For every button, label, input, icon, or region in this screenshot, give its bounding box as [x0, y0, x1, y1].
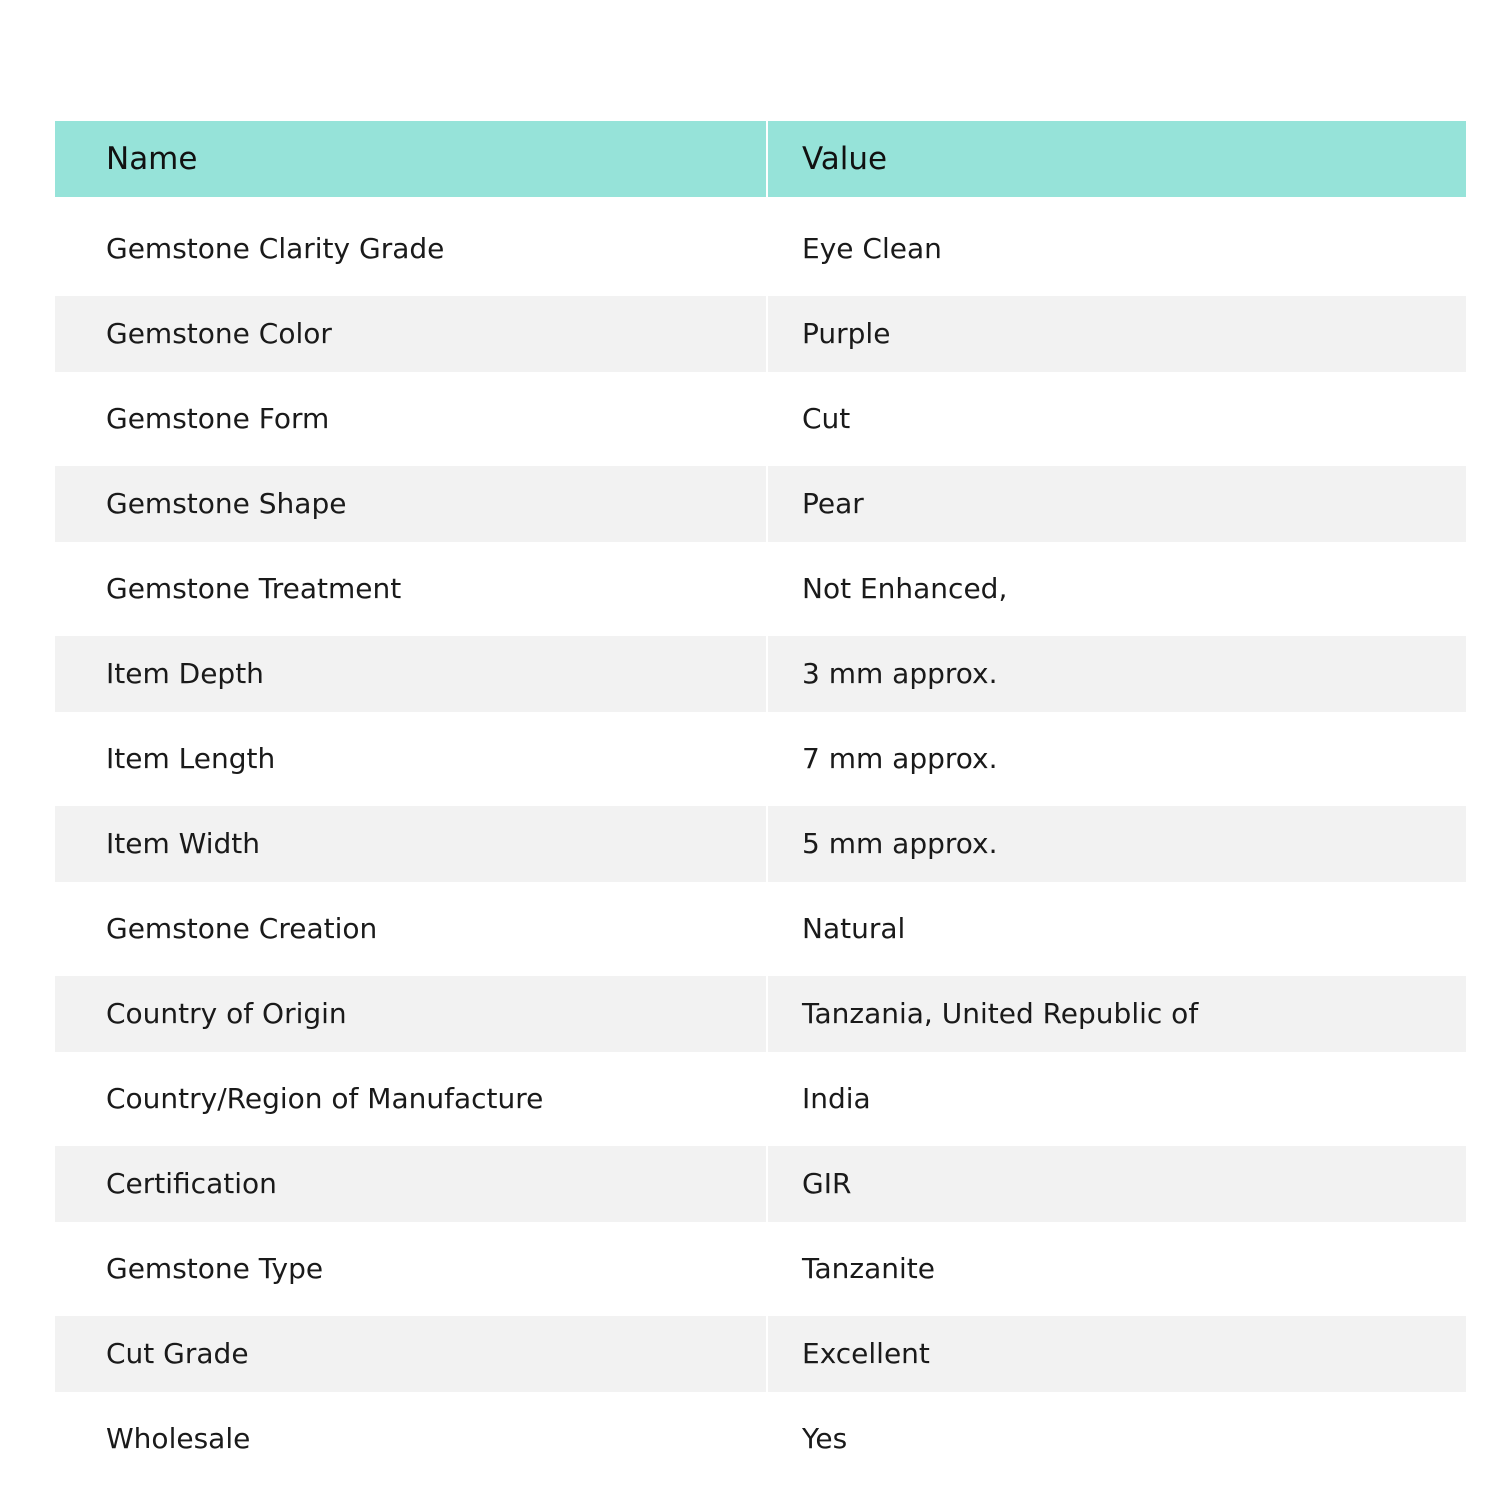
row-value-cell: Natural [768, 886, 1466, 971]
row-value-cell: Eye Clean [768, 206, 1466, 291]
row-name-cell: Gemstone Creation [55, 886, 766, 971]
row-value-cell: Excellent [768, 1316, 1466, 1392]
row-value-cell: Pear [768, 466, 1466, 542]
row-value-cell: Yes [768, 1396, 1466, 1481]
table-row [55, 971, 1466, 1056]
row-value-cell: India [768, 1056, 1466, 1141]
spec-table [55, 121, 1466, 1481]
table-row [55, 1056, 1466, 1141]
row-name-cell: Country/Region of Manufacture [55, 1056, 766, 1141]
table-row [55, 376, 1466, 461]
table-row [55, 206, 1466, 291]
row-name-cell: Country of Origin [55, 976, 766, 1052]
table-row [55, 716, 1466, 801]
table-row [55, 291, 1466, 376]
row-name-cell: Item Width [55, 806, 766, 882]
table-row [55, 546, 1466, 631]
header-value-cell: Value [768, 121, 1466, 197]
row-value-cell: 3 mm approx. [768, 636, 1466, 712]
row-name-cell: Certification [55, 1146, 766, 1222]
row-value-cell: Cut [768, 376, 1466, 461]
row-name-cell: Item Length [55, 716, 766, 801]
row-value-cell: 7 mm approx. [768, 716, 1466, 801]
table-row [55, 1311, 1466, 1396]
table-row [55, 631, 1466, 716]
row-name-cell: Gemstone Type [55, 1226, 766, 1311]
row-name-cell: Item Depth [55, 636, 766, 712]
row-name-cell: Gemstone Clarity Grade [55, 206, 766, 291]
row-value-cell: GIR [768, 1146, 1466, 1222]
row-value-cell: 5 mm approx. [768, 806, 1466, 882]
header-name-cell: Name [55, 121, 766, 197]
row-name-cell: Gemstone Shape [55, 466, 766, 542]
row-name-cell: Gemstone Form [55, 376, 766, 461]
row-value-cell: Tanzanite [768, 1226, 1466, 1311]
row-name-cell: Gemstone Color [55, 296, 766, 372]
table-row [55, 886, 1466, 971]
row-name-cell: Wholesale [55, 1396, 766, 1481]
row-name-cell: Gemstone Treatment [55, 546, 766, 631]
table-row [55, 1226, 1466, 1311]
table-row [55, 801, 1466, 886]
table-row [55, 1141, 1466, 1226]
row-value-cell: Not Enhanced, [768, 546, 1466, 631]
row-value-cell: Purple [768, 296, 1466, 372]
table-header-row [55, 121, 1466, 197]
row-name-cell: Cut Grade [55, 1316, 766, 1392]
table-row [55, 1396, 1466, 1481]
row-value-cell: Tanzania, United Republic of [768, 976, 1466, 1052]
table-row [55, 461, 1466, 546]
